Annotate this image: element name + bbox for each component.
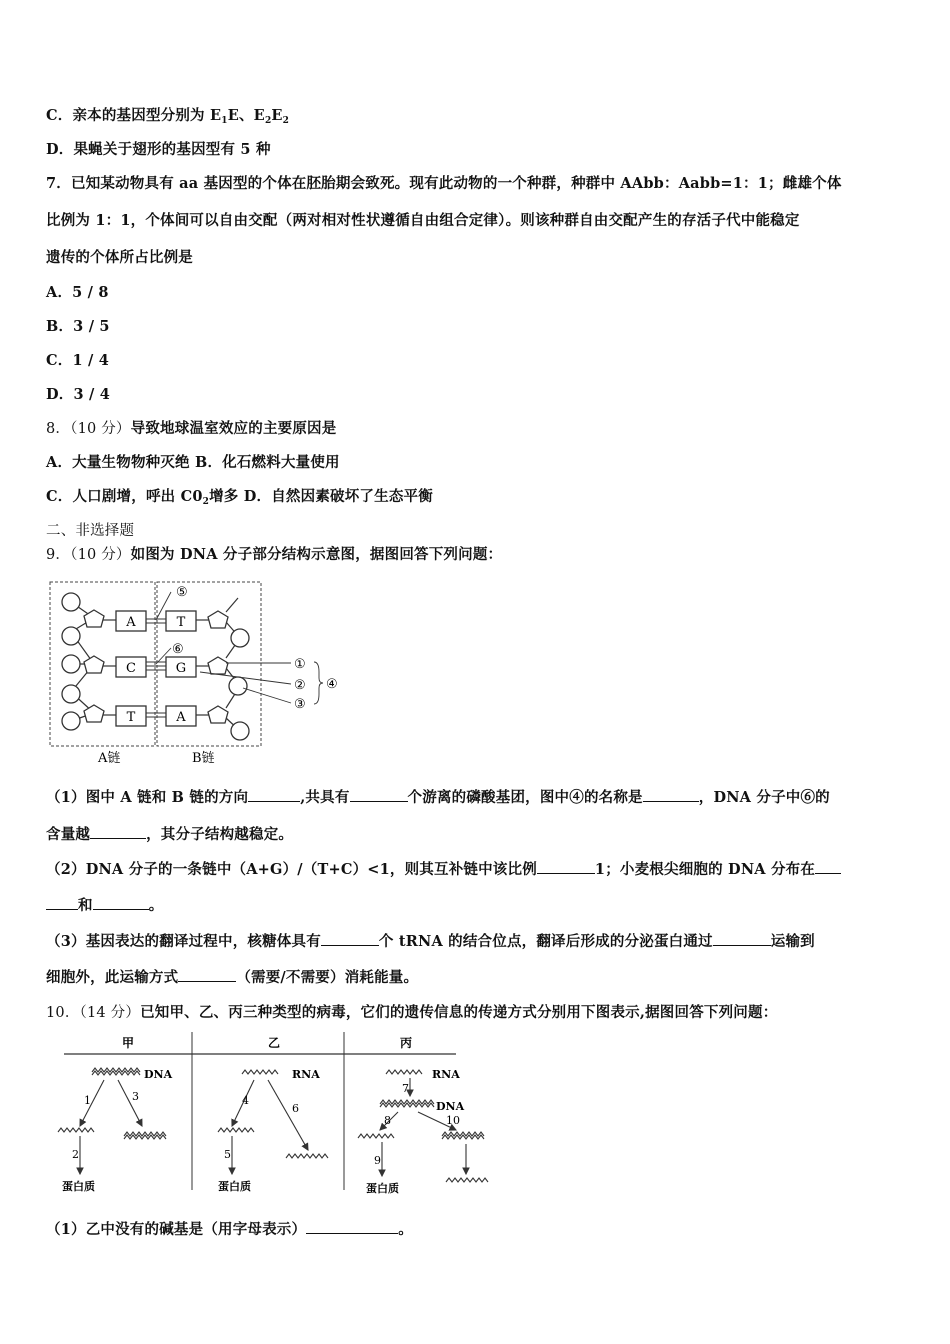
q7-option-b: B．3 / 5 bbox=[46, 318, 110, 335]
phosphate-circle bbox=[62, 655, 80, 673]
q9-part1-line2: 含量越 ，其分子结构越稳定。 bbox=[46, 826, 294, 843]
q9-part3-line2: 细胞外，此运输方式 （需要/不需要）消耗能量。 bbox=[46, 969, 419, 986]
q9-part2-line2: 和 。 bbox=[46, 894, 163, 915]
q9-stem: 9．（10 分）如图为 DNA 分子部分结构示意图，据图回答下列问题： bbox=[46, 546, 503, 563]
num-4: 4 bbox=[242, 1094, 249, 1107]
label-yi-rna: RNA bbox=[292, 1068, 320, 1081]
q7-option-c: C．1 / 4 bbox=[46, 352, 110, 369]
label-bing-dna: DNA bbox=[436, 1100, 465, 1113]
num-1: 1 bbox=[84, 1094, 91, 1107]
section-heading: 二、非选择题 bbox=[46, 523, 135, 539]
label-2: ② bbox=[294, 678, 306, 693]
phosphate-circle bbox=[62, 627, 80, 645]
q9-part3-line1: （3）基因表达的翻译过程中，核糖体具有 个 tRNA 的结合位点，翻译后形成的分泌蛋白通过 运输到 bbox=[46, 933, 815, 950]
q8-options-ab: A．大量生物物种灭绝 B．化石燃料大量使用 bbox=[46, 454, 340, 471]
label-chain-b: B链 bbox=[192, 751, 215, 766]
q10-stem: 10．（14 分）已知甲、乙、丙三种类型的病毒，它们的遗传信息的传递方式分别用下图表示,据图回答下列问题： bbox=[46, 1004, 778, 1021]
q9-part2-line1: （2）DNA 分子的一条链中（A+G）/（T+C）<1，则其互补链中该比例 1；小麦根尖细胞的 DNA 分布在 bbox=[46, 858, 841, 879]
base-left-1: A bbox=[126, 615, 136, 630]
label-jia-dna: DNA bbox=[144, 1068, 173, 1081]
q8-options-cd: C．人口剧增，呼出 $C0_2$增多 D．自然因素破坏了生态平衡 bbox=[46, 488, 433, 507]
base-left-2: C bbox=[126, 661, 136, 676]
label-3: ③ bbox=[294, 697, 306, 712]
phosphate-circle bbox=[62, 685, 80, 703]
header-bing: 丙 bbox=[400, 1036, 413, 1050]
num-5: 5 bbox=[224, 1148, 231, 1161]
q9-part1-line1: （1）图中 A 链和 B 链的方向 ,共具有 个游离的磷酸基团，图中④的名称是 ，DNA 分子中⑥的 bbox=[46, 789, 830, 806]
base-right-3: A bbox=[176, 710, 186, 725]
q8-stem: 8．（10 分）导致地球温室效应的主要原因是 bbox=[46, 420, 337, 437]
label-chain-a: A链 bbox=[98, 751, 121, 766]
label-1: ① bbox=[294, 657, 306, 672]
num-6: 6 bbox=[292, 1102, 299, 1115]
label-4: ④ bbox=[326, 677, 338, 692]
dna-structure-figure bbox=[46, 576, 356, 768]
label-6: ⑥ bbox=[172, 642, 184, 657]
num-7: 7 bbox=[402, 1082, 409, 1095]
q10-part1: （1）乙中没有的碱基是（用字母表示） 。 bbox=[46, 1221, 413, 1238]
virus-transmission-figure bbox=[46, 1030, 516, 1198]
label-yi-protein: 蛋白质 bbox=[218, 1180, 251, 1193]
q6-option-d: D．果蝇关于翅形的基因型有 5 种 bbox=[46, 141, 271, 158]
base-right-2: G bbox=[175, 661, 187, 676]
phosphate-circle bbox=[62, 712, 80, 730]
q7-option-a: A．5 / 8 bbox=[46, 284, 109, 301]
q6-option-c: C．亲本的基因型分别为 $E_1E$、$E_2E_2$ bbox=[46, 107, 290, 126]
deoxyribose-pentagon bbox=[84, 656, 104, 673]
base-right-1: T bbox=[176, 615, 186, 630]
label-jia-protein: 蛋白质 bbox=[62, 1180, 95, 1193]
header-jia: 甲 bbox=[122, 1036, 135, 1050]
q7-stem-line2: 比例为 1：1，个体间可以自由交配（两对相对性状遵循自由组合定律）。则该种群自由交配产生的存活子代中能稳定 bbox=[46, 212, 800, 229]
num-2: 2 bbox=[72, 1148, 79, 1161]
q7-stem-line3: 遗传的个体所占比例是 bbox=[46, 249, 193, 266]
num-10: 10 bbox=[446, 1114, 460, 1127]
deoxyribose-pentagon bbox=[84, 705, 104, 722]
label-bing-protein: 蛋白质 bbox=[366, 1182, 399, 1195]
num-3: 3 bbox=[132, 1090, 139, 1103]
num-9: 9 bbox=[374, 1154, 381, 1167]
label-bing-rna: RNA bbox=[432, 1068, 460, 1081]
q7-option-d: D．3 / 4 bbox=[46, 386, 111, 403]
phosphate-circle bbox=[62, 593, 80, 611]
label-5: ⑤ bbox=[176, 585, 188, 600]
base-left-3: T bbox=[126, 710, 136, 725]
num-8: 8 bbox=[384, 1114, 391, 1127]
header-yi: 乙 bbox=[268, 1036, 281, 1050]
q7-stem-line1: 7．已知某动物具有 aa 基因型的个体在胚胎期会致死。现有此动物的一个种群，种群中 AAbb：Aabb=1：1；雌雄个体 bbox=[46, 175, 842, 192]
